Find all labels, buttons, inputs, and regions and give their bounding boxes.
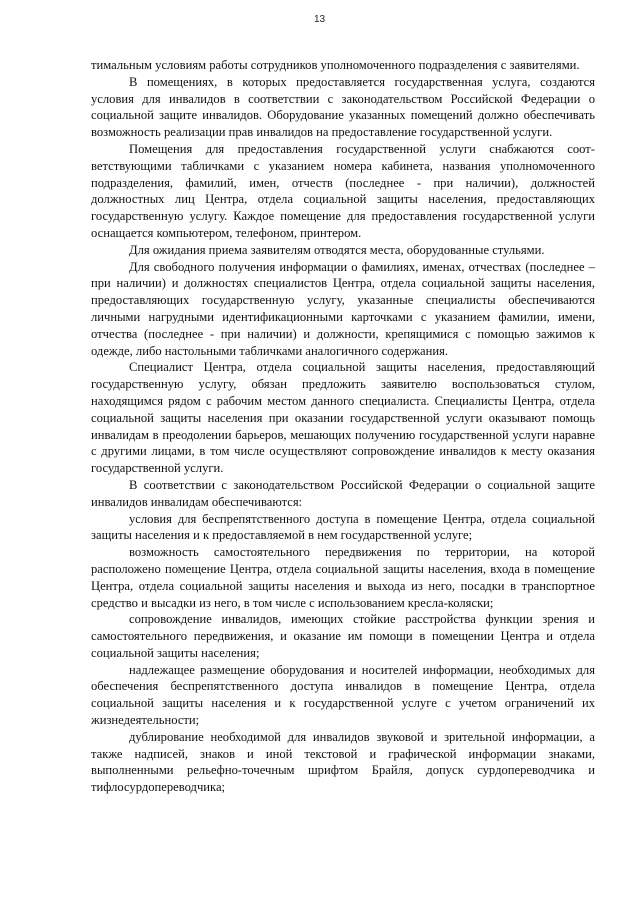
list-item-information-duplication: дублирование необходимой для инвалидов звуковой и зрительной информации, а также надписей, знаков и иной текстовой и графической информации знаками, выполненными рельефно-точечным шрифтом Брайля, допуск сурдопереводчика и тифлосурдопереводчика; xyxy=(91,729,595,795)
paragraph-disabled-conditions: В помещениях, в которых предоставляется государственная услуга, создаются условия для инвалидов в соответствии с законодательством Российской Федерации о социальной защите инвалидов. Оборудование указанных помещений должно обеспечивать возможность реализации прав инвалидов на предоставление государственной услуги. xyxy=(91,74,595,140)
paragraph-specialist-duties: Специалист Центра, отдела социальной защиты населения, предоставляющий государственную услугу, обязан предложить заявителю воспользоваться стулом, находящимся рядом с рабочим местом данного специалиста. Специалисты Центра, отдела социальной защиты населения при оказании государственной услуги оказывают помощь инвалидам в преодолении барьеров, мешающих получению государственной услуги наравне с другими лицами, в том числе осуществляют сопровождение инвалидов к месту оказания государственной услуги. xyxy=(91,360,595,476)
page-number: 13 xyxy=(313,14,326,25)
list-item-independent-movement: возможность самостоятельного передвижения по территории, на которой расположено помещение Центра, отдела социальной защиты населения, входа в помещение Центра, отдела социальной защиты населения и выхода из него, посадки в транспортное средство и высадки из него, в том числе с использованием кресла-коляски; xyxy=(91,545,595,610)
paragraph-continuation: тимальным условиям работы сотрудников уполномоченного подразделения с заявителями. xyxy=(91,58,580,72)
list-item-equipment-placement: надлежащее размещение оборудования и носителей информации, необходимых для обеспечения беспрепятственного доступа инвалидов в помещение Центра, отдела социальной защиты населения и к государственной услуге с учетом ограничений их жизнедеятельности; xyxy=(91,662,595,728)
list-item-escort: сопровождение инвалидов, имеющих стойкие расстройства функции зрения и самостоятельного передвижения, и оказание им помощи в помещении Центра и отдела социальной защиты населения; xyxy=(91,612,595,660)
paragraph-waiting-places: Для ожидания приема заявителям отводятся места, оборудованные стульями. xyxy=(129,242,545,257)
page-body xyxy=(91,57,595,796)
paragraph-legislation-intro: В соответствии с законодательством Российской Федерации о социальной защите инвалидов инвалидам обеспечиваются: xyxy=(91,477,595,509)
list-item-unobstructed-access: условия для беспрепятственного доступа в помещение Центра, отдела социальной защиты населения и к предоставляемой в нем государственной услуге; xyxy=(91,511,595,543)
paragraph-id-cards: Для свободного получения информации о фамилиях, именах, отчествах (последнее – при наличии) и должностях специалистов Центра, отдела социальной защиты населения, предоставляющих государственную услугу, указанные специалисты обеспечиваются личными нагрудными идентификационными карточками с указанием фамилии, имени, отчества (последнее - при наличии) и должности, крепящимися с помощью зажимов к одежде, либо настольными табличками аналогичного содержания. xyxy=(91,259,595,358)
paragraph-room-signs: Помещения для предоставления государственной услуги снабжаются соответствующими табличками с указанием номера кабинета, названия уполномоченного подразделения, фамилий, имен, отчеств (последнее - при наличии), должностей должностных лиц Центра, отдела социальной защиты населения, предоставляющих государственную услугу. Каждое помещение для предоставления государственной услуги оснащается компьютером, телефоном, принтером. xyxy=(91,141,595,240)
